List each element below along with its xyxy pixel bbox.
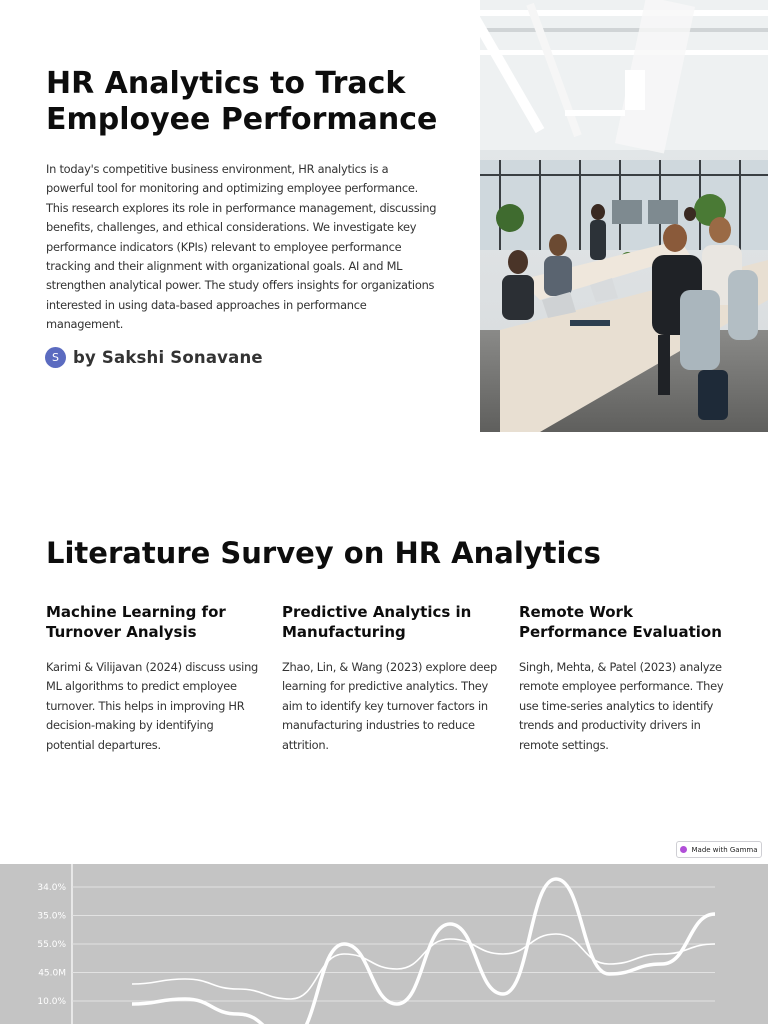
- y-tick-label: 34.0%: [37, 883, 66, 893]
- intro-paragraph: In today's competitive business environment, HR analytics is a powerful tool for monitoring and optimizing employee performance. This research explores its role in performance management, discussing benefits, challenges, and ethical considerations. We investigate key performance indicators (KPIs) relevant to employee performance tracking and their alignment with organizational goals. AI and ML strengthen analytical power. The study offers insights for organizations interested in using data-based approaches in performance management.: [46, 162, 437, 332]
- section-title: Literature Survey on HR Analytics: [46, 536, 601, 570]
- page-title: HR Analytics to Track Employee Performance: [46, 66, 438, 137]
- chart-slide: [0, 864, 768, 1024]
- author-name: by Sakshi Sonavane: [73, 348, 263, 367]
- badge-label: Made with Gamma: [691, 845, 758, 854]
- y-tick-label: 35.0%: [37, 911, 66, 922]
- card-body: Zhao, Lin, & Wang (2023) explore deep learning for predictive analytics. They aim to identify key turnover factors in manufacturing industries to reduce attrition.: [282, 660, 497, 752]
- card-title: Remote Work Performance Evaluation: [519, 603, 722, 641]
- line-chart: [0, 864, 768, 1024]
- made-with-gamma-badge[interactable]: [676, 841, 762, 858]
- card-title: Predictive Analytics in Manufacturing: [282, 603, 472, 641]
- author-byline: [45, 347, 263, 368]
- card-body: Singh, Mehta, & Patel (2023) analyze remote employee performance. They use time-series analytics to identify trends and productivity drivers in remote settings.: [519, 660, 724, 752]
- card-title: Machine Learning for Turnover Analysis: [46, 603, 226, 641]
- y-tick-label: 55.0%: [37, 940, 66, 950]
- literature-card: [46, 603, 261, 755]
- y-tick-label: 45.0M: [38, 968, 66, 979]
- gamma-logo-icon: [680, 846, 687, 853]
- y-tick-label: 10.0%: [37, 997, 66, 1007]
- literature-card: [519, 603, 734, 755]
- office-photo: [480, 0, 768, 432]
- title-slide: [0, 0, 768, 432]
- avatar: S: [45, 347, 66, 368]
- series-line-1: [132, 879, 715, 1024]
- literature-card: [282, 603, 497, 755]
- card-body: Karimi & Vilijavan (2024) discuss using ML algorithms to predict employee turnover. This helps in improving HR decision-making by identifying potential departures.: [46, 660, 259, 752]
